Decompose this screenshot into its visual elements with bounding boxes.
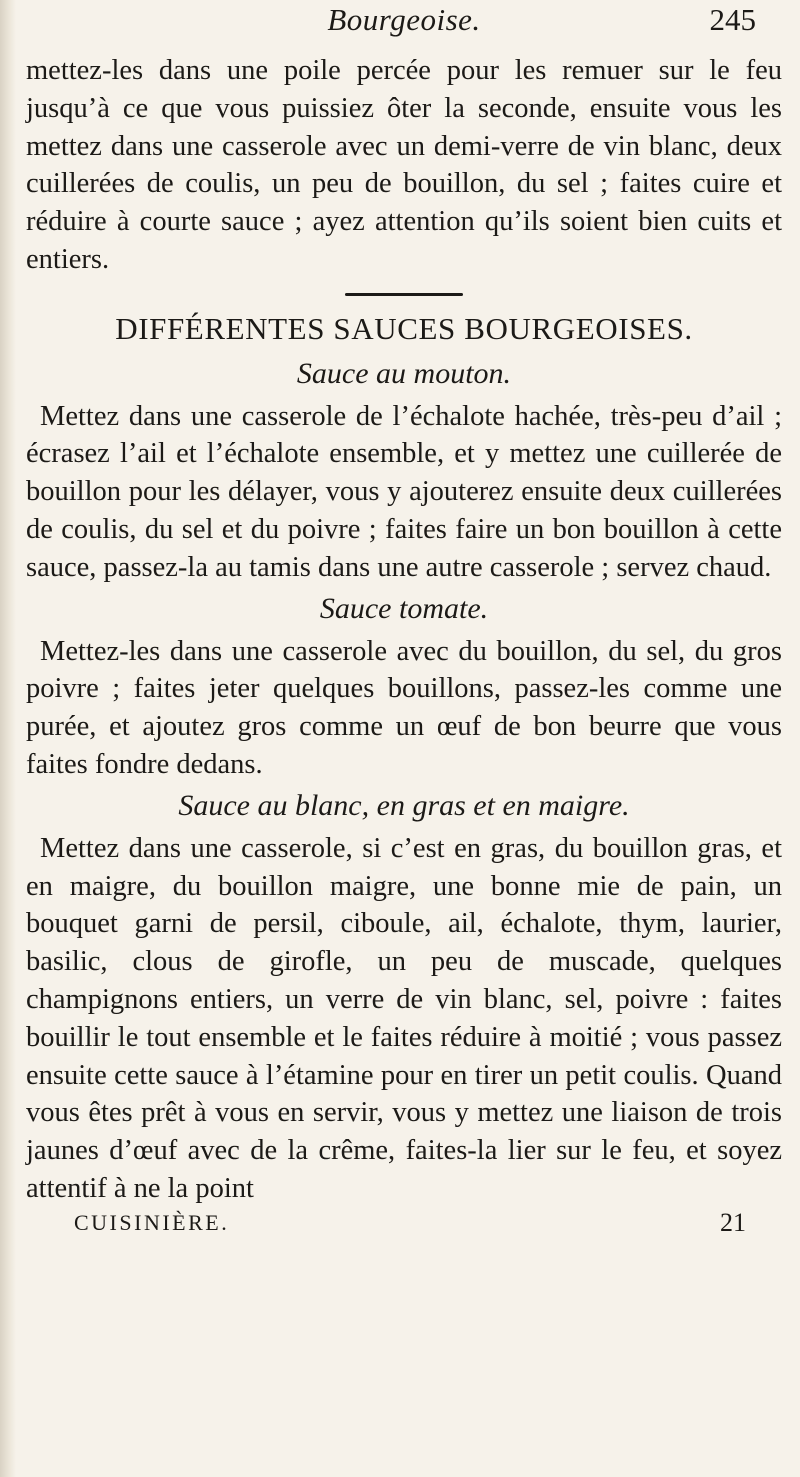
recipe-text-blanc: Mettez dans une casserole, si c’est en gras, du bouillon gras, et en maigre, du bouillon maigre, une bonne mie de pain, un bouquet garni de persil, ciboule, ail, échalote, thym, laurier, basilic, clous de girofle, un peu de muscade, quelques champignons entiers, un verre de vin blanc, sel, poivre : faites bouillir le tout ensemble et le faites réduire à moitié ; vous passez ensuite cette sauce à l’étamine pour en tirer un petit coulis. Quand vous êtes prêt à vous en servir, vous y mettez une liaison de trois jaunes d’œuf avec de la crême, faites-la lier sur le feu, et soyez attentif à ne la point [26, 832, 782, 1204]
recipe-title-mouton: Sauce au mouton. [296, 356, 512, 390]
running-title: Bourgeoise. [327, 2, 481, 37]
recipe-title-blanc: Sauce au blanc, en gras et en maigre. [178, 788, 630, 822]
running-head [26, 0, 782, 52]
recipe-text-mouton: Mettez dans une casserole de l’échalote hachée, très-peu d’ail ; écrasez l’ail et l’échalote ensemble, et y mettez une cuillerée de bouillon pour les délayer, vous y ajouterez ensuite deux cuillerées de coulis, du sel et du poivre ; faites faire un bon bouillon à cette sauce, passez-la au tamis dans une autre casserole ; servez chaud. [26, 400, 782, 583]
intro-paragraph: mettez-les dans une poile percée pour les remuer sur le feu jusqu’à ce que vous puissiez ôter la seconde, ensuite vous les mettez dans une casserole avec un demi-verre de vin blanc, deux cuillerées de coulis, un peu de bouillon, du sel ; faites cuire et réduire à courte sauce ; ayez attention qu’ils soient bien cuits et entiers. [26, 55, 782, 275]
recipe-title-tomate: Sauce tomate. [319, 591, 489, 625]
recipe-text-tomate: Mettez-les dans une casserole avec du bouillon, du sel, du gros poivre ; faites jeter quelques bouillons, passez-les comme une purée, et ajoutez gros comme un œuf de bon beurre que vous faites fondre dedans. [26, 635, 782, 780]
page-body [26, 52, 782, 1208]
signature-number: 21 [720, 1207, 746, 1237]
signature-line [26, 1207, 782, 1250]
section-rule [345, 293, 463, 296]
section-title: DIFFÉRENTES SAUCES BOURGEOISES. [115, 310, 693, 346]
page-number: 245 [709, 2, 756, 37]
signature-mark: CUISINIÈRE. [74, 1209, 230, 1235]
